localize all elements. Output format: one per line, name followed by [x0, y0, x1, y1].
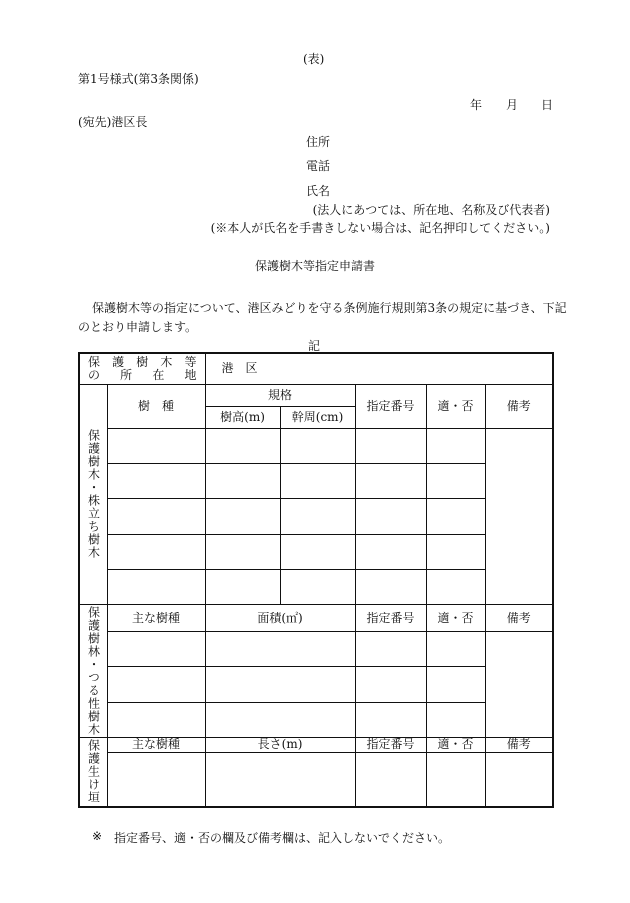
trees-row-girth[interactable] [280, 464, 355, 499]
hedge-row-length[interactable] [205, 753, 355, 808]
hedge-row-species[interactable] [107, 753, 205, 808]
trees-species-header: 樹 種 [107, 384, 205, 428]
trees-remarks-header: 備考 [485, 384, 553, 428]
trees-row-height[interactable] [205, 569, 280, 604]
trees-remarks-cell [485, 428, 553, 604]
hedge-remarks-header: 備考 [485, 737, 553, 752]
corporation-note: (法人にあつては、所在地、名称及び代表者) [312, 203, 550, 217]
location-input[interactable]: 港 区 [205, 353, 553, 384]
trees-row-species[interactable] [107, 428, 205, 463]
trees-girth-header: 幹周(cm) [280, 406, 355, 428]
forest-row-species[interactable] [107, 702, 205, 737]
phone-label: 電話 [306, 159, 331, 173]
forest-row-approval [426, 702, 485, 737]
trees-row-species[interactable] [107, 569, 205, 604]
location-label-char: 樹 [136, 354, 149, 369]
forest-row-approval [426, 632, 485, 667]
location-label-char: の [88, 367, 101, 382]
trees-row-approval [426, 569, 485, 604]
forest-row-area[interactable] [205, 667, 355, 702]
location-label-char: 在 [152, 367, 165, 382]
hedge-designation-header: 指定番号 [355, 737, 426, 752]
trees-row-species[interactable] [107, 464, 205, 499]
forest-row-species[interactable] [107, 632, 205, 667]
trees-row-approval [426, 464, 485, 499]
hedge-remarks-cell [485, 753, 553, 808]
forest-species-header: 主な樹種 [107, 605, 205, 632]
location-label-char: 等 [184, 354, 197, 369]
trees-row-designation [355, 534, 426, 569]
seal-note: (※本人が氏名を手書きしない場合は、記名押印してください。) [210, 221, 550, 235]
trees-designation-header: 指定番号 [355, 384, 426, 428]
trees-row-approval [426, 534, 485, 569]
footer-note: 指定番号、適・否の欄及び備考欄は、記入しないでください。 [114, 831, 451, 845]
ki-label: 記 [308, 339, 321, 353]
forest-designation-header: 指定番号 [355, 605, 426, 632]
forest-row-species[interactable] [107, 667, 205, 702]
forest-row-designation [355, 632, 426, 667]
trees-row-height[interactable] [205, 534, 280, 569]
footer-note-mark: ※ [92, 829, 103, 843]
body-text-line1: 保護樹木等の指定について、港区みどりを守る条例施行規則第3条の規定に基づき、下記 [92, 301, 567, 315]
hedge-length-header: 長さ(m) [205, 737, 355, 752]
document-title: 保護樹木等指定申請書 [254, 259, 375, 273]
location-label-char: 地 [184, 367, 197, 382]
trees-spec-header: 規格 [205, 384, 355, 406]
trees-row-species[interactable] [107, 534, 205, 569]
trees-section-label: 保護樹木・株立ち樹木 [79, 384, 107, 604]
addressee: (宛先)港区長 [78, 115, 148, 129]
side-mark: (表) [303, 52, 325, 66]
trees-row-designation [355, 428, 426, 463]
trees-row-girth[interactable] [280, 428, 355, 463]
date-year-label: 年 [470, 98, 483, 112]
trees-row-designation [355, 499, 426, 534]
hedge-row-designation [355, 753, 426, 808]
location-label-char: 所 [120, 367, 133, 382]
forest-area-header: 面積(㎡) [205, 605, 355, 632]
forest-remarks-cell [485, 632, 553, 738]
date-month-label: 月 [506, 98, 519, 112]
trees-row-girth[interactable] [280, 499, 355, 534]
trees-row-height[interactable] [205, 464, 280, 499]
trees-row-girth[interactable] [280, 534, 355, 569]
location-label-char: 保 [88, 354, 101, 369]
location-label-char: 木 [160, 354, 173, 369]
trees-row-height[interactable] [205, 428, 280, 463]
address-label: 住所 [306, 135, 331, 149]
trees-row-girth[interactable] [280, 569, 355, 604]
trees-row-designation [355, 569, 426, 604]
forest-row-area[interactable] [205, 632, 355, 667]
hedge-section-label: 保護生け垣 [79, 737, 107, 807]
trees-row-designation [355, 464, 426, 499]
location-label [79, 353, 205, 384]
trees-height-header: 樹高(m) [205, 406, 280, 428]
forest-approval-header: 適・否 [426, 605, 485, 632]
application-table [78, 352, 554, 808]
forest-section-label: 保護樹林・つる性樹木 [79, 605, 107, 738]
location-label-char: 護 [112, 354, 125, 369]
trees-row-approval [426, 499, 485, 534]
trees-row-species[interactable] [107, 499, 205, 534]
hedge-species-header: 主な樹種 [107, 737, 205, 752]
trees-approval-header: 適・否 [426, 384, 485, 428]
body-text-line2: のとおり申請します。 [78, 320, 198, 334]
forest-row-designation [355, 667, 426, 702]
trees-row-approval [426, 428, 485, 463]
forest-row-approval [426, 667, 485, 702]
forest-remarks-header: 備考 [485, 605, 553, 632]
forest-row-area[interactable] [205, 702, 355, 737]
hedge-approval-header: 適・否 [426, 737, 485, 752]
form-number: 第1号様式(第3条関係) [78, 72, 199, 86]
trees-row-height[interactable] [205, 499, 280, 534]
name-label: 氏名 [306, 184, 331, 198]
hedge-row-approval [426, 753, 485, 808]
date-day-label: 日 [541, 98, 554, 112]
forest-row-designation [355, 702, 426, 737]
